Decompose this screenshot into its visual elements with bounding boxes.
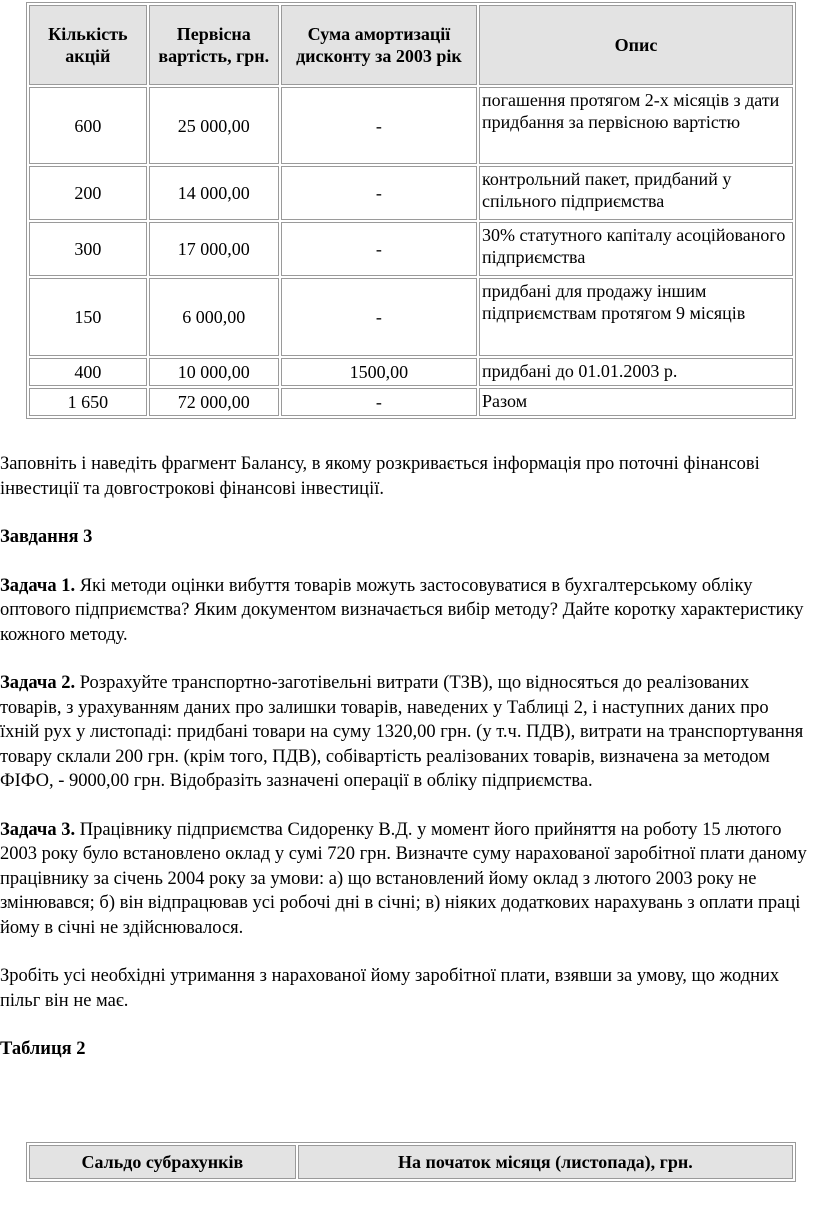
amort-cell: - bbox=[281, 278, 477, 356]
task-text: Які методи оцінки вибуття товарів можуть застосовуватися в бухгалтерському обліку оптового підприємства? Яким документом визначається вибір методу? Дайте коротку характеристику кожного методу. bbox=[0, 575, 804, 645]
table-row bbox=[29, 358, 793, 386]
table-header-row bbox=[29, 5, 793, 85]
task-text: Розрахуйте транспортно-заготівельні витрати (ТЗВ), що відносяться до реалізованих товарів, з урахуванням даних про залишки товарів, наведених у Таблиці 2, і наступних даних про їхній рух у листопаді: придбані товари на суму 1320,00 грн. (у т.ч. ПДВ), витрати на транспортування товару склали 200 грн. (крім того, ПДВ), собівартість реалізованих товарів, визначена за методом ФІФО, - 9000,00 грн. Відобразіть зазначені операції в обліку підприємства. bbox=[0, 673, 804, 791]
table-total-row bbox=[29, 388, 793, 416]
qty-cell: 1 650 bbox=[29, 388, 147, 416]
column-header: Опис bbox=[479, 5, 793, 85]
desc-cell: придбані до 01.01.2003 р. bbox=[479, 358, 793, 386]
cost-cell: 14 000,00 bbox=[149, 166, 279, 220]
table-header-row bbox=[29, 1145, 793, 1179]
document-body bbox=[0, 452, 812, 1086]
cost-cell: 72 000,00 bbox=[149, 388, 279, 416]
column-header: Первісна вартість, грн. bbox=[149, 5, 279, 85]
table-row bbox=[29, 278, 793, 356]
desc-cell: погашення протягом 2-х місяців з дати придбання за первісною вартістю bbox=[479, 87, 793, 164]
closing-paragraph: Зробіть усі необхідні утримання з нарахованої йому заробітної плати, взявши за умову, що жодних пільг він не має. bbox=[0, 966, 780, 1011]
task-text: Працівнику підприємства Сидоренку В.Д. у момент його прийняття на роботу 15 лютого 2003 року було встановлено оклад у сумі 720 грн. Визначте суму нарахованої заробітної плати даному працівнику за січень 2004 року за умови: а) що встановлений йому оклад з лютого 2003 року не змінювався; б) він відпрацював усі робочі дні в січні; в) ніяких додаткових нарахувань з оплати праці йому в січні не здійснювалося. bbox=[0, 819, 807, 938]
column-header: Кількість акцій bbox=[29, 5, 147, 85]
task-paragraph bbox=[0, 818, 812, 941]
intro-paragraph: Заповніть і наведіть фрагмент Балансу, в якому розкривається інформація про поточні фінансові інвестиції та довгострокові фінансові інвестиції. bbox=[0, 454, 760, 499]
desc-cell: Разом bbox=[479, 388, 793, 416]
qty-cell: 300 bbox=[29, 222, 147, 276]
table2-title: Таблиця 2 bbox=[0, 1039, 86, 1059]
amort-cell: - bbox=[281, 388, 477, 416]
task-label: Задача 3. bbox=[0, 819, 76, 840]
qty-cell: 150 bbox=[29, 278, 147, 356]
qty-cell: 400 bbox=[29, 358, 147, 386]
amort-cell: - bbox=[281, 166, 477, 220]
table-row bbox=[29, 87, 793, 164]
amort-cell: - bbox=[281, 87, 477, 164]
task-label: Задача 1. bbox=[0, 575, 76, 596]
qty-cell: 200 bbox=[29, 166, 147, 220]
amort-cell: - bbox=[281, 222, 477, 276]
table-row bbox=[29, 166, 793, 220]
desc-cell: придбані для продажу іншим підприємствам протягом 9 місяців bbox=[479, 278, 793, 356]
column-header: Сума амортизації дисконту за 2003 рік bbox=[281, 5, 477, 85]
task-label: Задача 2. bbox=[0, 673, 76, 693]
task-paragraph bbox=[0, 574, 812, 648]
desc-cell: контрольний пакет, придбаний у спільного підприємства bbox=[479, 166, 793, 220]
desc-cell: 30% статутного капіталу асоційованого підприємства bbox=[479, 222, 793, 276]
column-header: На початок місяця (листопада), грн. bbox=[298, 1145, 793, 1179]
cost-cell: 6 000,00 bbox=[149, 278, 279, 356]
cost-cell: 10 000,00 bbox=[149, 358, 279, 386]
table-row bbox=[29, 222, 793, 276]
column-header: Сальдо субрахунків bbox=[29, 1145, 296, 1179]
cost-cell: 17 000,00 bbox=[149, 222, 279, 276]
cost-cell: 25 000,00 bbox=[149, 87, 279, 164]
balances-table bbox=[26, 1142, 796, 1182]
task-paragraph bbox=[0, 671, 812, 794]
section-title: Завдання 3 bbox=[0, 527, 93, 547]
amort-cell: 1500,00 bbox=[281, 358, 477, 386]
qty-cell: 600 bbox=[29, 87, 147, 164]
investments-table bbox=[26, 2, 796, 419]
